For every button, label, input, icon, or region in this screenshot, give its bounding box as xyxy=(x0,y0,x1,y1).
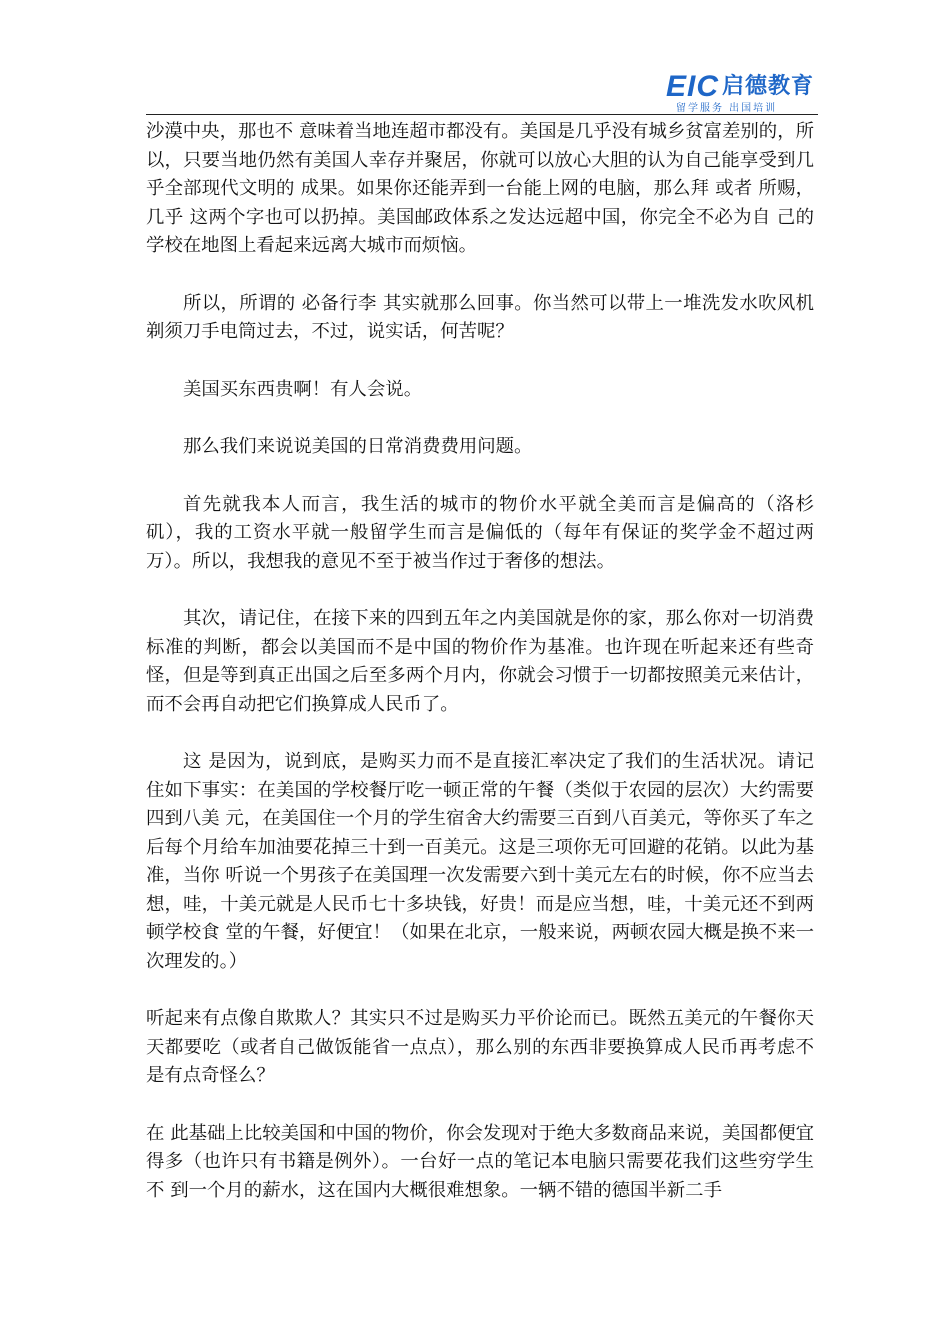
paragraph-9: 在 此基础上比较美国和中国的物价，你会发现对于绝大多数商品来说，美国都便宜得多（也许只有书籍是例外）。一台好一点的笔记本电脑只需要花我们这些穷学生不 到一个月的薪水，这在国内大概很难想象。一辆不错的德国半新二手 xyxy=(146,1122,814,1201)
logo-name: 启德教育 xyxy=(722,74,815,99)
page-header xyxy=(0,0,950,120)
eic-logo xyxy=(666,72,826,116)
header-divider xyxy=(146,114,818,115)
paragraph-2: 所以，所谓的 必备行李 其实就那么回事。你当然可以带上一堆洗发水吹风机剃须刀手电筒过去，不过，说实话，何苦呢？ xyxy=(146,292,814,342)
paragraph-6: 其次，请记住，在接下来的四到五年之内美国就是你的家，那么你对一切消费标准的判断，都会以美国而不是中国的物价作为基准。也许现在听起来还有些奇怪，但是等到真正出国之后至多两个月内，你就会习惯于一切都按照美元来估计，而不会再自动把它们换算成人民币了。 xyxy=(146,608,814,715)
paragraph-8: 听起来有点像自欺欺人？其实只不过是购买力平价论而已。既然五美元的午餐你天天都要吃（或者自己做饭能省一点点），那么别的东西非要换算成人民币再考虑不是有点奇怪么？ xyxy=(146,1008,814,1086)
paragraph-5: 首先就我本人而言，我生活的城市的物价水平就全美而言是偏高的（洛杉矶），我的工资水平就一般留学生而言是偏低的（每年有保证的奖学金不超过两万）。所以，我想我的意见不至于被当作过于奢侈的想法。 xyxy=(146,493,814,572)
logo-slogan: 留学服务 出国培训 xyxy=(676,103,778,114)
paragraph-3: 美国买东西贵啊！有人会说。 xyxy=(183,378,423,400)
paragraph-1: 沙漠中央，那也不 意味着当地连超市都没有。美国是几乎没有城乡贫富差别的，所以，只要当地仍然有美国人幸存并聚居，你就可以放心大胆的认为自己能享受到几乎全部现代文明的 成果。如果你还能弄到一台能上网的电脑，那么拜 或者 所赐， 几乎 这两个字也可以扔掉。美国邮政体系之发达远超中国，你完全不必为自 己的学校在地图上看起来远离大城市而烦恼。 xyxy=(146,121,814,256)
paragraph-7: 这 是因为，说到底，是购买力而不是直接汇率决定了我们的生活状况。请记住如下事实：在美国的学校餐厅吃一顿正常的午餐（类似于农园的层次）大约需要四到八美 元，在美国住一个月的学生宿舍大约需要三百到八百美元，等你买了车之后每个月给车加油要花掉三十到一百美元。这是三项你无可回避的花销。以此为基准，当你 听说一个男孩子在美国理一次发需要六到十美元左右的时候，你不应当去想，哇，十美元就是人民币七十多块钱，好贵！而是应当想，哇，十美元还不到两顿学校食 堂的午餐，好便宜！（如果在北京，一般来说，两顿农园大概是换不来一次理发的。） xyxy=(146,751,814,972)
logo-mark: EIC xyxy=(666,70,720,103)
document-body xyxy=(146,118,814,1234)
paragraph-4: 那么我们来说说美国的日常消费费用问题。 xyxy=(183,436,533,457)
